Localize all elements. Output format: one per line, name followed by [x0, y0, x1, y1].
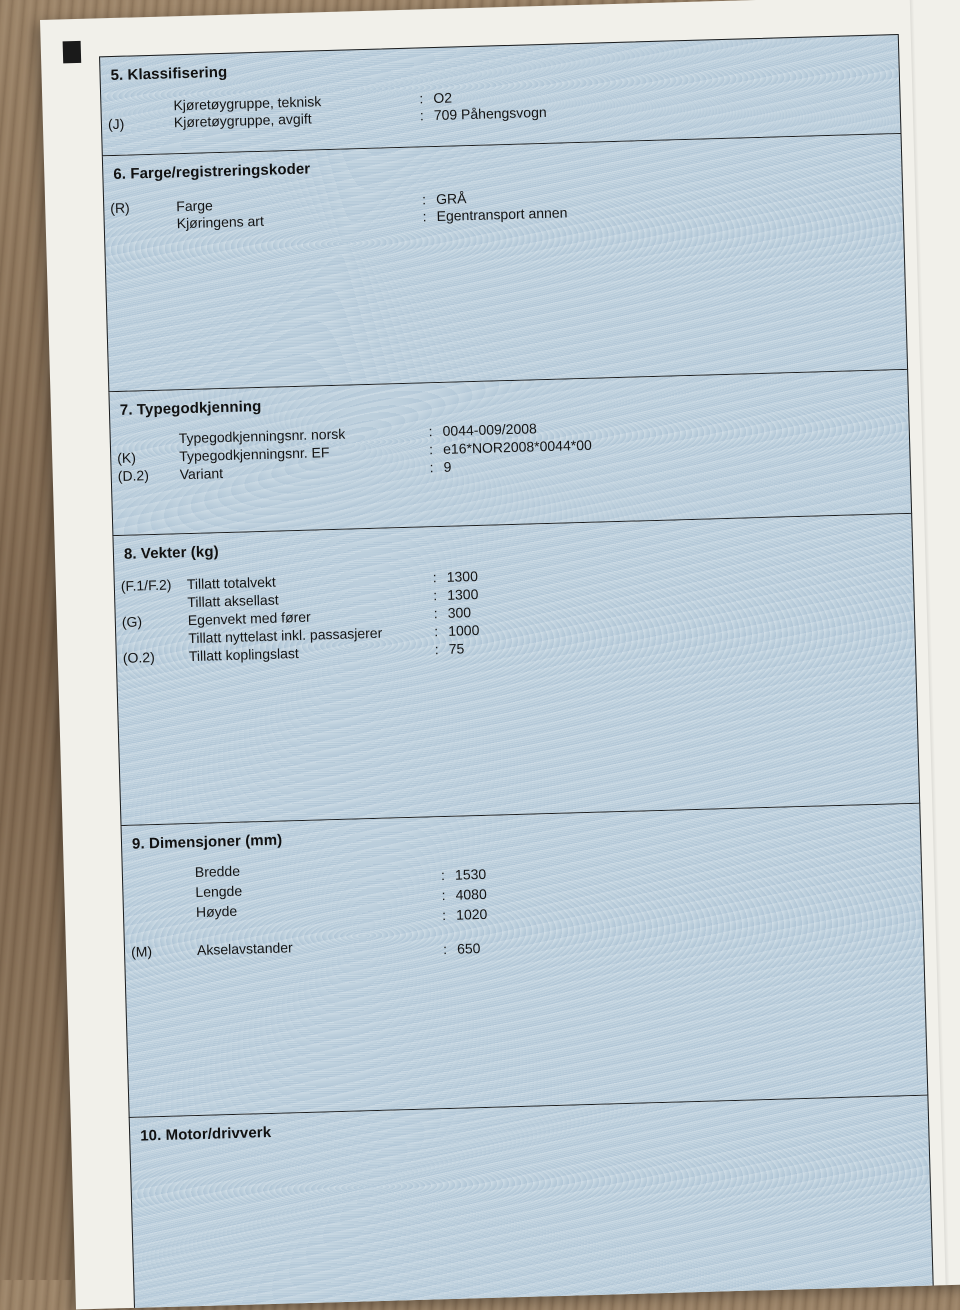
field-colon: :	[433, 623, 439, 640]
field-value: 0044-009/2008	[442, 420, 538, 439]
field-code: (R)	[110, 199, 130, 217]
section-motor-drivverk	[129, 1096, 934, 1308]
field-value: 1300	[446, 585, 479, 603]
field-colon: :	[421, 191, 427, 208]
field-value: GRÅ	[435, 190, 467, 208]
field-colon: :	[442, 941, 448, 958]
field-label: Lengde	[195, 882, 243, 900]
field-label: Tillatt totalvekt	[186, 573, 276, 593]
field-label: Variant	[179, 465, 224, 483]
field-code: (J)	[107, 115, 125, 133]
field-value: 9	[443, 458, 452, 475]
field-value: 709 Påhengsvogn	[433, 103, 547, 124]
field-colon: :	[429, 459, 434, 476]
section-title: 9. Dimensjoner (mm)	[131, 831, 283, 853]
document-page	[40, 0, 960, 1309]
section-farge	[102, 134, 908, 392]
field-value: 300	[447, 604, 472, 621]
field-code: (M)	[130, 943, 153, 960]
field-colon: :	[434, 641, 439, 658]
field-label: Egenvekt med fører	[187, 608, 311, 629]
field-label: Kjøringens art	[176, 212, 265, 232]
field-label: Kjøretøygruppe, teknisk	[173, 93, 322, 114]
section-title: 8. Vekter (kg)	[123, 543, 219, 563]
field-label: Farge	[176, 197, 214, 215]
field-value: 1000	[447, 621, 480, 639]
section-title: 6. Farge/registreringskoder	[113, 160, 311, 184]
field-value: e16*NOR2008*0044*00	[442, 436, 592, 457]
field-label: Typegodkjenningsnr. EF	[179, 444, 330, 465]
field-colon: :	[441, 907, 447, 924]
field-value: 1300	[446, 567, 479, 585]
field-code: (D.2)	[117, 467, 150, 485]
field-value: 4080	[455, 885, 487, 903]
field-code: (G)	[121, 613, 143, 630]
field-colon: :	[432, 569, 437, 586]
corner-marker	[63, 41, 82, 63]
field-value: 650	[456, 940, 481, 957]
field-label: Tillatt aksellast	[187, 591, 279, 611]
field-colon: :	[441, 887, 446, 904]
field-label: Kjøretøygruppe, avgift	[173, 110, 312, 131]
section-vekter	[112, 514, 920, 826]
field-colon: :	[428, 441, 434, 458]
field-colon: :	[433, 605, 438, 622]
field-value: 75	[448, 640, 465, 657]
field-colon: :	[422, 208, 427, 225]
field-colon: :	[432, 587, 438, 604]
field-code: (K)	[117, 449, 137, 467]
field-value: 1020	[455, 905, 488, 923]
field-label: Typegodkjenningsnr. norsk	[178, 425, 346, 447]
field-label: Tillatt nyttelast inkl. passasjerer	[188, 624, 383, 647]
section-title: 7. Typegodkjenning	[119, 397, 262, 419]
field-value: Egentransport annen	[436, 204, 568, 224]
field-colon: :	[428, 423, 433, 440]
section-title: 5. Klassifisering	[110, 63, 228, 85]
section-typegodkjenning	[108, 370, 912, 536]
field-label: Tillatt koplingslast	[188, 645, 299, 665]
section-title: 10. Motor/drivverk	[139, 1123, 272, 1145]
field-colon: :	[440, 867, 446, 884]
field-code: (O.2)	[122, 649, 155, 666]
field-code: (F.1/F.2)	[120, 576, 172, 594]
field-colon: :	[419, 90, 424, 107]
field-colon: :	[419, 107, 424, 124]
field-label: Høyde	[195, 902, 238, 920]
section-dimensjoner	[121, 804, 929, 1118]
field-label: Bredde	[194, 862, 241, 881]
field-value: O2	[433, 89, 453, 107]
field-label: Akselavstander	[196, 939, 293, 958]
field-row	[125, 922, 923, 962]
field-value: 1530	[454, 865, 487, 883]
